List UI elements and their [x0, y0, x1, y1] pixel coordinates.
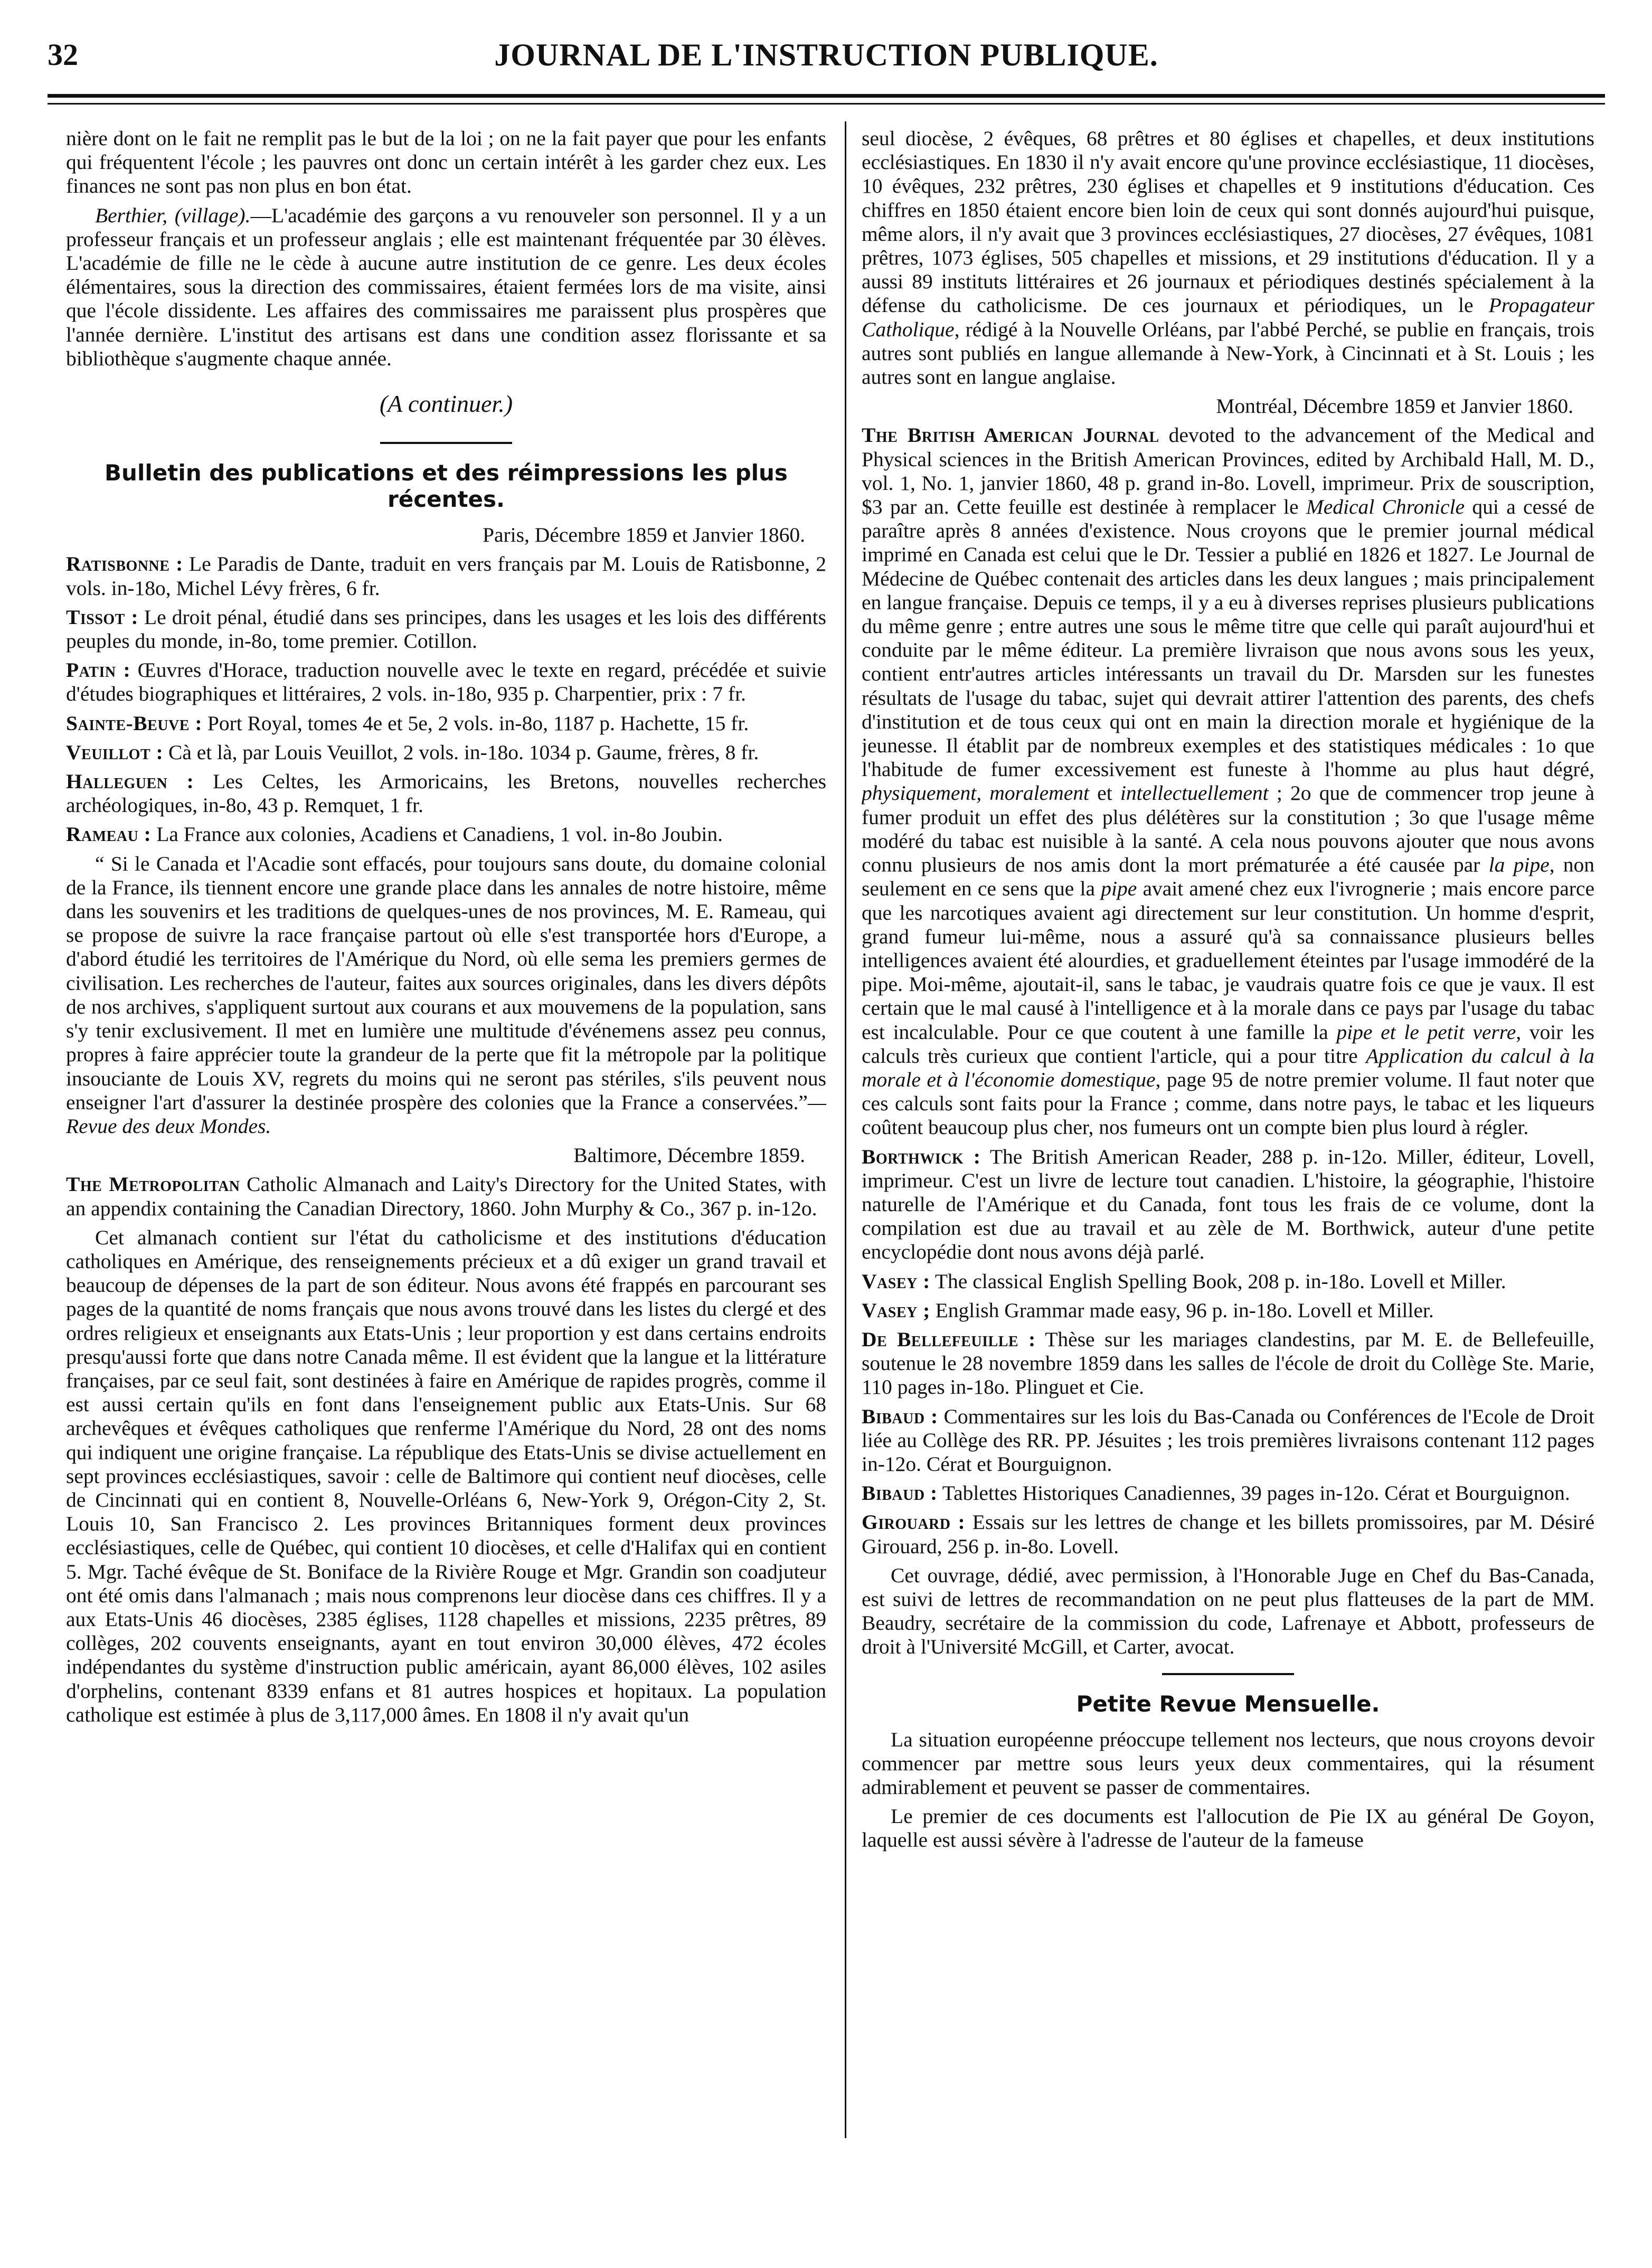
revue-heading: Petite Revue Mensuelle.: [1076, 1690, 1380, 1717]
italic-text: pipe et le petit verre: [1336, 1020, 1516, 1044]
author-name: Vasey ;: [862, 1298, 930, 1322]
paragraph: nière dont on le fait ne remplit pas le but de la loi ; on ne la fait payer que pour les enfants qui fréquentent l'école ; les pauvres ont donc un certain intérêt à les garder chez eux. Les finances ne sont pas non plus en bon état.: [66, 127, 826, 198]
author-name: Bibaud :: [862, 1481, 938, 1505]
right-column: [862, 127, 1594, 2217]
paragraph: [862, 127, 1594, 389]
text: seul diocèse, 2 évêques, 68 prêtres et 80 églises et chapelles, et deux institutions ecclésiastiques. En 1830 il n'y avait encore qu'une province ecclésiastique, 11 diocèses, 10 évêques, 232 prêtres, 230 églises et chapelles et 9 institutions d'éducation. Ces chiffres en 1850 étaient encore bien loin de ceux qui sont donnés aujourd'hui puisque, même alors, il n'y avait que 3 provinces ecclésiastiques, 27 diocèses, 27 évêques, 1081 prêtres, 1073 églises, 505 chapelles et missions, et 29 institutions d'éducation. Il y a aussi 89 instituts littéraires et 26 journaux et périodiques destinés spécialement à la défense du catholicisme. De ces journaux et périodiques, un le: [862, 127, 1594, 317]
bulletin-heading: Bulletin des publications et des réimpressions les plus récentes.: [105, 460, 788, 513]
to-be-continued: (A continuer.): [379, 390, 513, 418]
author-name: The Metropolitan: [66, 1173, 240, 1196]
entry: [862, 1145, 1594, 1264]
entry-text: Œuvres d'Horace, traduction nouvelle avec le texte en regard, précédée et suivie d'études biographiques et littéraires, 2 vols. in-18o, 935 p. Charpentier, prix : 7 fr.: [66, 658, 826, 706]
paragraph: La situation européenne préoccupe tellement nos lecteurs, que nous croyons devoir commencer par mettre sous leurs yeux deux commentaires, qui la résument admirablement et peuvent se passer de commentaires.: [862, 1727, 1594, 1799]
quotation: [66, 852, 826, 1138]
entry: [862, 423, 1594, 1139]
entry-text: La France aux colonies, Acadiens et Canadiens, 1 vol. in-8o Joubin.: [151, 823, 723, 846]
text: avait amené chez eux l'ivrognerie ; mais encore parce que les narcotiques avaient agi directement sur leur constitution. Un homme d'esprit, grand fumeur lui-même, nous a assuré qu'à sa connaissance plusieurs belles intelligences avaient été alourdies, et graduellement éteintes par l'usage immodéré de la pipe. Moi-même, ajoutait-il, sans le tabac, je vaudrais quatre fois ce que je vaux. Il est certain que le mal causé à l'intelligence et à la morale dans ce pays par l'usage du tabac est incalculable. Pour ce que coutent à une famille la: [862, 877, 1594, 1044]
journal-title: Propagateur Catholique: [862, 294, 1594, 341]
author-name: Vasey :: [862, 1269, 930, 1293]
paragraph: Cet almanach contient sur l'état du catholicisme et des institutions d'éducation catholiques en Amérique, des renseignements précieux et a dû exiger un grand travail et beaucoup de dépenses de la part de son éditeur. Nous avons été frappés en parcourant ses pages de la quantité de noms français que nous avons trouvé dans les listes du clergé et des ordres religieux et enseignants aux Etats-Unis ; leur proportion y est dans certains endroits presqu'aussi forte que dans notre Canada même. Il est évident que la langue et la littérature françaises, par ce seul fait, sont destinées à faire en Amérique de rapides progrès, comme il est aussi certain qu'ils en font dans l'enseignement public aux Etats-Unis. Sur 68 archevêques et évêques catholiques que renferme l'Amérique du Nord, 28 ont des noms qui indiquent une origine française. La république des Etats-Unis se divise actuellement en sept provinces ecclésiastiques, savoir : celle de Baltimore qui contient neuf diocèses, celle de Cincinnati qui en contient 8, Nouvelle-Orléans 6, New-York 9, Orégon-City 2, St. Louis 10, San Francisco 2. Les provinces Britanniques forment deux provinces ecclésiastiques, celle de Québec, qui contient 10 diocèses, et celle d'Halifax qui en contient 5. Mgr. Taché évêque de St. Boniface de la Rivière Rouge et Mgr. Grandin son coadjuteur ont été omis dans l'almanach ; mais nous comprenons leur diocèse dans ces chiffres. Il y a aux Etats-Unis 46 diocèses, 2385 églises, 1128 chapelles et missions, 2235 prêtres, 89 collèges, 202 couvents enseignants, ayant en tout environ 30,000 élèves, 472 écoles indépendantes du système d'instruction public américain, ayant 86,000 élèves, 102 asiles d'orphelins, contenant 8339 enfans et 81 autres hospices et hopitaux. La population catholique est estimée à plus de 3,117,000 âmes. En 1808 il n'y avait qu'un: [66, 1225, 826, 1726]
page-header: [48, 37, 1605, 84]
author-name: Rameau :: [66, 823, 152, 846]
column-divider: [845, 121, 846, 2138]
entry: [66, 741, 826, 764]
text: Thèse sur les mariages clandestins, par M. E. de Bellefeuille, soutenue le 28 novembre 1859 dans les salles de l'école de droit du Collège Ste. Marie, 110 pages in-18o. Plinguet et Cie.: [862, 1327, 1594, 1399]
entry: [862, 1510, 1594, 1558]
text: Essais sur les lettres de change et les billets promissoires, par M. Désiré Girouard, 256 p. in-8o. Lovell.: [862, 1510, 1594, 1558]
text: ; 2o que de commencer trop jeune à fumer produit un effet des plus délétères sur la constitution ; 3o que l'usage même modéré du tabac est nuisible à la santé. A cela nous pouvons ajouter que nous avons connu plusieurs de nos amis dont la mort prématurée a été causée par: [862, 781, 1594, 877]
author-name: Girouard :: [862, 1510, 966, 1534]
entry: [66, 606, 826, 653]
entry-text: Le Paradis de Dante, traduit en vers français par M. Louis de Ratisbonne, 2 vols. in-18o, Michel Lévy frères, 6 fr.: [66, 552, 826, 600]
text: Commentaires sur les lois du Bas-Canada ou Conférences de l'Ecole de Droit liée au Collège des RR. PP. Jésuites ; les trois premières livraisons contenant 112 pages in-12o. Cérat et Bourguignon.: [862, 1404, 1594, 1476]
text: The classical English Spelling Book, 208 p. in-18o. Lovell et Miller.: [930, 1269, 1506, 1293]
entry: [862, 1270, 1594, 1293]
entry: [862, 1481, 1594, 1505]
author-name: De Bellefeuille :: [862, 1327, 1036, 1351]
section-rule: [1162, 1673, 1294, 1675]
author-name: Patin :: [66, 658, 131, 682]
entry-text: Les Celtes, les Armoricains, les Bretons, nouvelles recherches archéologiques, in-8o, 43 p. Remquet, 1 fr.: [66, 770, 826, 817]
left-column: [66, 127, 826, 2217]
author-name: Sainte-Beuve :: [66, 711, 202, 735]
entry: [862, 1299, 1594, 1322]
entry-text: Cà et là, par Louis Veuillot, 2 vols. in-18o. 1034 p. Gaume, frères, 8 fr.: [163, 740, 759, 764]
header-rule: [48, 94, 1605, 98]
place-name: Berthier, (village).: [95, 203, 251, 227]
paragraph-text: —L'académie des garçons a vu renouveler son personnel. Il y a un professeur français et un professeur anglais ; elle est maintenant fréquentée par 30 élèves. L'académie de fille ne le cède à aucune autre institution de ce genre. Les deux écoles élémentaires, sous la direction des commissaires, étaient fermées lors de ma visite, ainsi que l'école dissidente. Les affaires des commissaires me paraissent plus prospères que l'année dernière. L'institut des artisans est dans une condition assez florissante et sa bibliothèque s'augmente chaque année.: [66, 203, 826, 370]
entry: [862, 1328, 1594, 1400]
entry: [862, 1405, 1594, 1477]
italic-text: pipe: [1101, 877, 1137, 901]
quote-source: —Revue des deux Mondes.: [66, 1090, 826, 1138]
entry: [66, 658, 826, 706]
header-rule-thin: [48, 103, 1605, 105]
paragraph: [66, 204, 826, 371]
italic-text: Application du calcul à la morale et à l'économie domestique: [862, 1044, 1594, 1091]
entry: [66, 770, 826, 817]
entry: [66, 712, 826, 735]
author-name: The British American Journal: [862, 423, 1159, 447]
entry-text: Le droit pénal, étudié dans ses principes, dans les usages et les lois des différents peuples du monde, in-8o, tome premier. Cotillon.: [66, 605, 826, 653]
text: , page 95 de notre premier volume. Il faut noter que ces calculs sont faits pour la France ; comme, dans notre pays, le tabac et les liqueurs coûtent beaucoup plus cher, nos fumeurs ont un compte bien plus lourd à régler.: [862, 1067, 1594, 1139]
text: , voir les calculs très curieux que contient l'article, qui a pour titre: [862, 1020, 1594, 1067]
italic-text: intellectuellement: [1120, 781, 1269, 805]
italic-text: Medical Chronicle: [1306, 495, 1465, 519]
quote-text: “ Si le Canada et l'Acadie sont effacés, pour toujours sans doute, du domaine colonial de la France, ils tiennent encore une grande place dans les annales de notre histoire, même dans les souvenirs et les traditions de quelques-unes de nos provinces, M. E. Rameau, qui se propose de suivre la race française partout où elle s'est transportée hors d'Europe, a d'abord étudié les territoires de l'Amérique du Nord, où elle sema les premiers germes de civilisation. Les recherches de l'auteur, faites aux sources originales, dans les divers dépôts de nos archives, s'appliquent surtout aux courans et aux mouvemens de la population, sans s'y tenir exclusivement. Il met en lumière une multitude d'événemens assez peu connus, propres à faire apprécier toute la grandeur de la perte que fit la métropole par la politique insouciante de Louis XV, regrets du moins qui ne seront pas stériles, s'ils peuvent nous enseigner l'art d'assurer la destinée prospère des colonies que la France a conservées.”: [66, 852, 826, 1114]
paragraph: Le premier de ces documents est l'allocution de Pie IX au général De Goyon, laquelle est aussi sévère à l'adresse de l'auteur de la fameuse: [862, 1804, 1594, 1852]
author-name: Ratisbonne :: [66, 552, 183, 576]
entry: [66, 823, 826, 846]
entry: [66, 1173, 826, 1220]
author-name: Bibaud :: [862, 1404, 938, 1428]
dateline: Montréal, Décembre 1859 et Janvier 1860.: [1216, 394, 1573, 418]
author-name: Halleguen :: [66, 770, 194, 793]
author-name: Borthwick :: [862, 1145, 981, 1168]
author-name: Tissot :: [66, 605, 139, 629]
paragraph: Cet ouvrage, dédié, avec permission, à l'Honorable Juge en Chef du Bas-Canada, est suivi de lettres de recommandation on ne peut plus flatteuses de la part de MM. Beaudry, secrétaire de la commission du code, Lafrenaye et Abbott, professeurs de droit à l'Université McGill, et Carter, avocat.: [862, 1563, 1594, 1659]
page-number: 32: [48, 37, 78, 72]
entry-text: Port Royal, tomes 4e et 5e, 2 vols. in-8o, 1187 p. Hachette, 15 fr.: [202, 711, 749, 735]
text: The British American Reader, 288 p. in-12o. Miller, éditeur, Lovell, imprimeur. C'est un livre de lecture tout canadien. L'histoire, la géographie, l'histoire naturelle de l'Amérique et du Canada, font tous les frais de ce volume, dont la compilation est due au travail et au zèle de M. Borthwick, auteur d'une petite encyclopédie dont nous avons déjà parlé.: [862, 1145, 1594, 1264]
text: , non seulement en ce sens que la: [862, 853, 1594, 901]
text: qui a cessé de paraître après 8 années d'existence. Nous croyons que le premier journal médical imprimé en Canada est celui que le Dr. Tessier a publié en 1826 et 1827. Le Journal de Médecine de Québec contenait des articles dans les deux langues ; mais principalement en langue française. Depuis ce temps, il y a eu à diverses reprises plusieurs publications du même genre ; entre autres une sous le même titre que celle qui paraît aujourd'hui et conduite par le même éditeur. La première livraison que nous avons sous les yeux, contient entr'autres articles intéressants un travail du Dr. Marsden sur les funestes résultats de l'usage du tabac, sujet qui devrait attirer l'attention des parents, des chefs d'institution et de tous ceux qui ont en main la direction morale et hygiénique de la jeunesse. Il établit par de nombreux exemples et des statistiques médicales : 1o que l'habitude de fumer excessivement est funeste à l'homme au plus haut dégré,: [862, 495, 1594, 781]
italic-text: la pipe: [1488, 853, 1550, 877]
dateline: Baltimore, Décembre 1859.: [573, 1144, 805, 1167]
text: English Grammar made easy, 96 p. in-18o. Lovell et Miller.: [930, 1298, 1434, 1322]
entry-text: Catholic Almanach and Laity's Directory for the United States, with an appendix containing the Canadian Directory, 1860. John Murphy & Co., 367 p. in-12o.: [66, 1173, 826, 1220]
dateline: Paris, Décembre 1859 et Janvier 1860.: [483, 523, 805, 547]
text: Tablettes Historiques Canadiennes, 39 pages in-12o. Cérat et Bourguignon.: [937, 1481, 1570, 1505]
author-name: Veuillot :: [66, 740, 164, 764]
text: et: [1089, 781, 1120, 805]
entry: [66, 552, 826, 600]
section-rule: [380, 442, 512, 444]
italic-text: physiquement, moralement: [862, 781, 1089, 805]
text: devoted to the advancement of the Medical and Physical sciences in the British American Provinces, edited by Archibald Hall, M. D., vol. 1, No. 1, janvier 1860, 48 p. grand in-8o. Lovell, imprimeur. Prix de souscription, $3 par an. Cette feuille est destinée à remplacer le: [862, 423, 1594, 519]
running-title: JOURNAL DE L'INSTRUCTION PUBLIQUE.: [494, 37, 1158, 72]
text: , rédigé à la Nouvelle Orléans, par l'abbé Perché, se publie en français, trois autres sont publiés en langue allemande à New-York, à Cincinnati et à St. Louis ; les autres sont en langue anglaise.: [862, 317, 1594, 389]
